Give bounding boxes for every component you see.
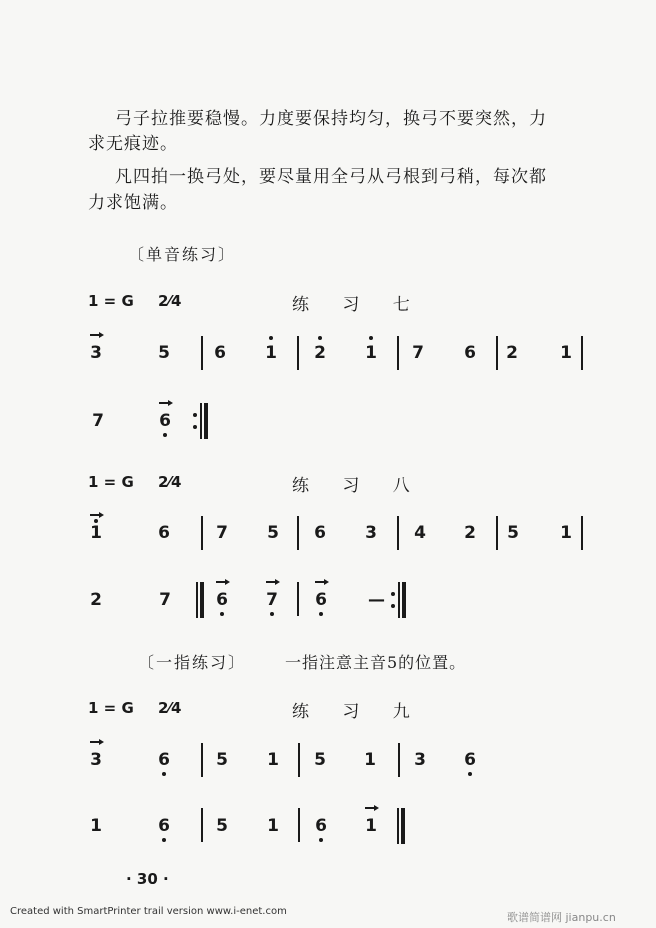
note: 6 [311,590,331,610]
note: 6 [311,816,331,836]
paragraph-2-line-2: 力求饱满。 [88,193,178,213]
note: 6 [464,343,476,363]
note: 6 [154,750,174,770]
note: 3 [414,750,426,770]
bow-mark [315,581,327,583]
exercise-title: 练 习 九 [292,702,424,722]
bar-line [398,743,400,777]
bar-line [298,743,300,777]
note: 1 [361,343,381,363]
bow-mark [159,402,171,404]
bar-line [201,336,203,370]
end-repeat-barline [200,403,208,439]
note: 1 [90,816,102,836]
note: 7 [216,523,228,543]
bar-line [397,516,399,550]
instruction-text: 一指注意主音5的位置。 [285,653,467,672]
note: 2 [310,343,330,363]
note: 6 [314,523,326,543]
low-octave-dot [319,612,323,616]
octave-dot [94,519,98,523]
time-signature: 2⁄4 [158,473,182,491]
octave-dot [269,336,273,340]
time-signature: 2⁄4 [158,699,182,717]
page-number: · 30 · [126,870,169,888]
note: 7 [159,590,171,610]
bar-line [297,336,299,370]
note: 1 [560,343,572,363]
note: 1 [560,523,572,543]
bow-mark [216,581,228,583]
paragraph-2-line-1: 凡四拍一换弓处，要尽量用全弓从弓根到弓稍，每次都 [115,167,547,187]
note: 2 [464,523,476,543]
key-signature: 1 = G [88,292,134,310]
time-signature: 2⁄4 [158,292,182,310]
bar-line [201,808,203,842]
bar-line [397,336,399,370]
note: 2 [506,343,518,363]
note: 4 [414,523,426,543]
bar-line [201,516,203,550]
bow-mark [90,334,102,336]
note: 7 [92,411,104,431]
octave-dot [318,336,322,340]
note: 1 [261,343,281,363]
note: 1 [267,816,279,836]
exercise-title: 练 习 八 [292,476,424,496]
note: 1 [86,523,106,543]
note: 3 [365,523,377,543]
bow-mark [90,514,102,516]
note: 7 [412,343,424,363]
exercise-title: 练 习 七 [292,295,424,315]
note: 5 [314,750,326,770]
note: 5 [267,523,279,543]
low-octave-dot [162,838,166,842]
key-signature: 1 = G [88,699,134,717]
note: 1 [267,750,279,770]
bow-mark [90,741,102,743]
low-octave-dot [319,838,323,842]
note: 1 [364,750,376,770]
octave-dot [369,336,373,340]
bar-line [297,516,299,550]
note: 6 [460,750,480,770]
note: 2 [90,590,102,610]
bar-line [496,516,498,550]
bow-mark [365,807,377,809]
watermark: 歌谱简谱网 jianpu.cn [507,911,616,924]
key-signature: 1 = G [88,473,134,491]
bar-line [581,336,583,370]
note: 1 [361,816,381,836]
note: 5 [158,343,170,363]
end-repeat-barline [398,582,406,618]
note: 5 [216,816,228,836]
note: 5 [216,750,228,770]
extension-dash: — [368,590,385,610]
bar-line [201,743,203,777]
bar-line [496,336,498,370]
low-octave-dot [163,433,167,437]
bar-line [298,808,300,842]
note: 6 [214,343,226,363]
paragraph-1-line-2: 求无痕迹。 [88,134,178,154]
note: 6 [154,816,174,836]
bar-line [581,516,583,550]
section-heading-one-finger: 〔一指练习〕 [138,653,247,672]
note: 6 [212,590,232,610]
section-heading-single-tone: 〔单音练习〕 [128,245,237,264]
low-octave-dot [468,772,472,776]
low-octave-dot [220,612,224,616]
bar-line [297,582,299,616]
note: 5 [507,523,519,543]
start-repeat-barline [196,582,200,618]
bow-mark [266,581,278,583]
note: 3 [86,343,106,363]
low-octave-dot [162,772,166,776]
footer-credit: Created with SmartPrinter trail version www.i-enet.com [10,906,287,917]
final-barline [397,808,405,844]
note: 6 [158,523,170,543]
low-octave-dot [270,612,274,616]
note: 3 [86,750,106,770]
note: 7 [262,590,282,610]
note: 6 [155,411,175,431]
paragraph-1-line-1: 弓子拉推要稳慢。力度要保持均匀，换弓不要突然，力 [115,109,547,129]
